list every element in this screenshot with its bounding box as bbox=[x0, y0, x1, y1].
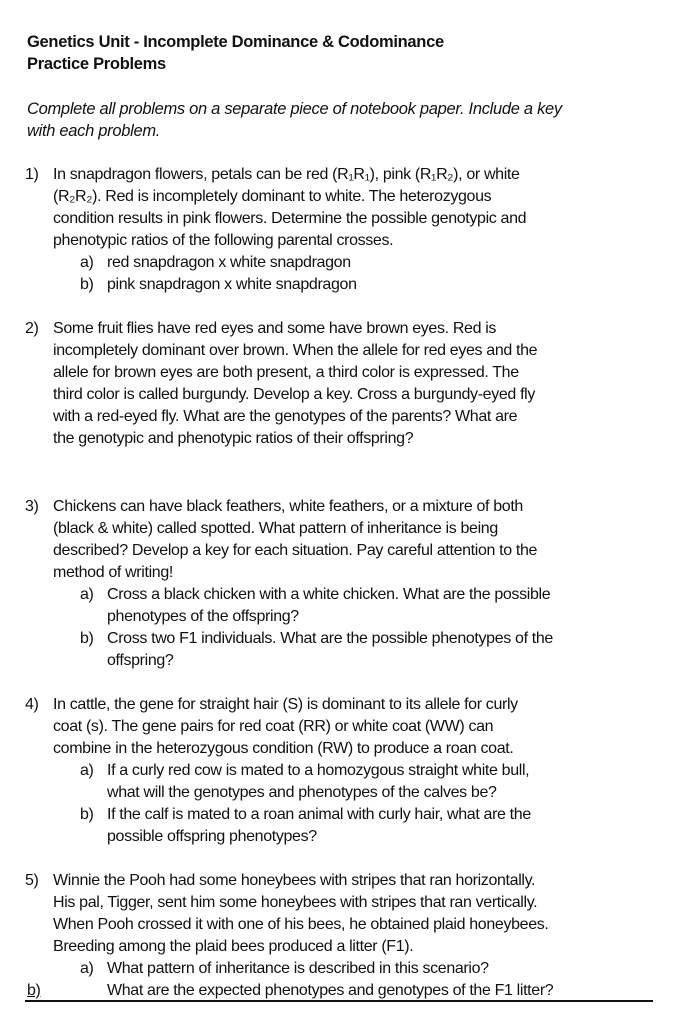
problem-line: the genotypic and phenotypic ratios of their offspring? bbox=[53, 430, 414, 447]
sub-question-label: b) bbox=[80, 276, 94, 293]
sub-question-line: phenotypes of the offspring? bbox=[107, 608, 299, 625]
sub-question-label: b) bbox=[80, 630, 94, 647]
problem-5 bbox=[25, 870, 665, 1002]
problem-line: In snapdragon flowers, petals can be red (R₁R₁), pink (R₁R₂), or white bbox=[53, 166, 520, 183]
problem-line: In cattle, the gene for straight hair (S) is dominant to its allele for curly bbox=[53, 696, 518, 713]
problem-line: third color is called burgundy. Develop a key. Cross a burgundy-eyed fly bbox=[53, 386, 536, 403]
problem-line: described? Develop a key for each situation. Pay careful attention to the bbox=[53, 542, 538, 559]
problem-line: incompletely dominant over brown. When the allele for red eyes and the bbox=[53, 342, 538, 359]
problem-number: 1) bbox=[25, 166, 39, 183]
problem-3 bbox=[25, 496, 665, 672]
sub-question bbox=[27, 980, 665, 1002]
sub-question-line: possible offspring phenotypes? bbox=[107, 828, 317, 845]
problem-line: Chickens can have black feathers, white feathers, or a mixture of both bbox=[53, 498, 523, 515]
sub-question-line: offspring? bbox=[107, 652, 174, 669]
problem-line: (R₂R₂). Red is incompletely dominant to white. The heterozygous bbox=[53, 188, 492, 205]
problem-number: 4) bbox=[25, 696, 39, 713]
problem-1 bbox=[25, 164, 665, 296]
instruction-line: Complete all problems on a separate piece of notebook paper. Include a key bbox=[27, 100, 562, 118]
problem-number: 5) bbox=[25, 872, 39, 889]
sub-question-line: what will the genotypes and phenotypes of the calves be? bbox=[107, 784, 497, 801]
problem-line: (black & white) called spotted. What pattern of inheritance is being bbox=[53, 520, 498, 537]
sub-question-label: b) bbox=[80, 806, 94, 823]
problem-text bbox=[53, 496, 665, 584]
sub-question bbox=[53, 958, 665, 980]
sub-question-line: If a curly red cow is mated to a homozygous straight white bull, bbox=[107, 762, 530, 779]
problem-2 bbox=[25, 318, 665, 450]
sub-question-label: a) bbox=[80, 586, 94, 603]
problem-number: 3) bbox=[25, 498, 39, 515]
page-subtitle: Practice Problems bbox=[27, 55, 166, 73]
problem-line: His pal, Tigger, sent him some honeybees with stripes that ran vertically. bbox=[53, 894, 538, 911]
bottom-rule bbox=[25, 1000, 653, 1002]
sub-question bbox=[53, 252, 665, 274]
problem-line: allele for brown eyes are both present, a third color is expressed. The bbox=[53, 364, 519, 381]
problem-4 bbox=[25, 694, 665, 848]
problem-line: coat (s). The gene pairs for red coat (RR) or white coat (WW) can bbox=[53, 718, 494, 735]
sub-question-line: What pattern of inheritance is described in this scenario? bbox=[107, 960, 489, 977]
problem-text bbox=[53, 318, 665, 450]
instruction-line: with each problem. bbox=[27, 122, 161, 140]
problem-number: 2) bbox=[25, 320, 39, 337]
sub-question-label: a) bbox=[80, 960, 94, 977]
problem-line: Winnie the Pooh had some honeybees with stripes that ran horizontally. bbox=[53, 872, 536, 889]
sub-question-line: pink snapdragon x white snapdragon bbox=[107, 276, 357, 293]
problem-line: with a red-eyed fly. What are the genotypes of the parents? What are bbox=[53, 408, 518, 425]
problem-line: phenotypic ratios of the following parental crosses. bbox=[53, 232, 394, 249]
sub-question-line: If the calf is mated to a roan animal with curly hair, what are the bbox=[107, 806, 531, 823]
problem-line: method of writing! bbox=[53, 564, 173, 581]
sub-question-label: a) bbox=[80, 254, 94, 271]
sub-question bbox=[53, 804, 665, 848]
sub-question-label: a) bbox=[80, 762, 94, 779]
sub-question-label: b) bbox=[27, 982, 41, 999]
problem-line: When Pooh crossed it with one of his bees, he obtained plaid honeybees. bbox=[53, 916, 549, 933]
problem-text bbox=[53, 870, 665, 958]
sub-question-line: Cross two F1 individuals. What are the possible phenotypes of the bbox=[107, 630, 553, 647]
sub-question-line: What are the expected phenotypes and genotypes of the F1 litter? bbox=[107, 982, 554, 999]
problem-line: combine in the heterozygous condition (RW) to produce a roan coat. bbox=[53, 740, 514, 757]
page-title: Genetics Unit - Incomplete Dominance & Codominance bbox=[27, 33, 444, 51]
sub-question-line: red snapdragon x white snapdragon bbox=[107, 254, 351, 271]
problem-text bbox=[53, 164, 665, 252]
instructions bbox=[27, 98, 562, 142]
sub-question-line: Cross a black chicken with a white chicken. What are the possible bbox=[107, 586, 551, 603]
sub-question bbox=[53, 760, 665, 804]
problem-line: condition results in pink flowers. Determine the possible genotypic and bbox=[53, 210, 527, 227]
problem-line: Breeding among the plaid bees produced a litter (F1). bbox=[53, 938, 414, 955]
sub-question bbox=[53, 628, 665, 672]
sub-question bbox=[53, 274, 665, 296]
sub-question bbox=[53, 584, 665, 628]
problem-line: Some fruit flies have red eyes and some have brown eyes. Red is bbox=[53, 320, 497, 337]
problem-text bbox=[53, 694, 665, 760]
